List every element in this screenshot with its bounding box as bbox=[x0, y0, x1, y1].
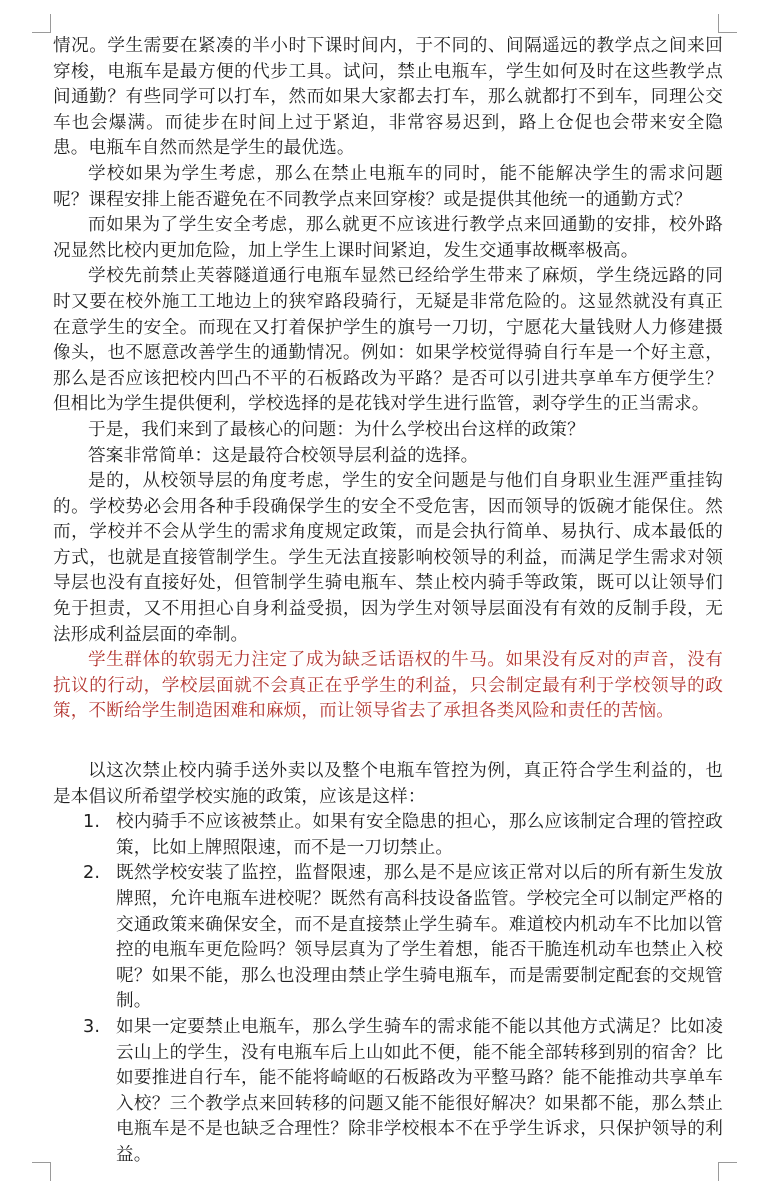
paragraph-core-question: 于是，我们来到了最核心的问题：为什么学校出台这样的政策？ bbox=[88, 419, 585, 440]
paragraph-continued: 情况。学生需要在紧凑的半小时下课时间内，于不同的、间隔遥远的教学点之间来回穿梭，电瓶车是最方便的代步工具。试问，禁止电瓶车，学生如何及时在这些教学点间通勤？有些同学可以打车，然而如果大家都去打车，那么就都打不到车，同理公交车也会爆满。而徒步在时间上过于紧迫，非常容易迟到，路上仓促也会带来安全隐患。电瓶车自然而然是学生的最优选。 bbox=[53, 36, 723, 159]
proposal-list bbox=[53, 810, 723, 1168]
paragraph: 学校先前禁止芙蓉隧道通行电瓶车显然已经给学生带来了麻烦，学生绕远路的同时又要在校外施工工地边上的狭窄路段骑行，无疑是非常危险的。这显然就没有真正在意学生的安全。而现在又打着保护学生的旗号一刀切，宁愿花大量钱财人力修建摄像头，也不愿意改善学生的通勤情况。例如：如果学校觉得骑自行车是一个好主意，那么是否应该把校内凹凸不平的石板路改为平路？是否可以引进共享单车方便学生？但相比为学生提供便利，学校选择的是花钱对学生进行监管，剥夺学生的正当需求。 bbox=[53, 266, 723, 415]
list-item-text: 如果一定要禁止电瓶车，那么学生骑车的需求能不能以其他方式满足？比如凌云山上的学生，没有电瓶车后上山如此不便，能不能全部转移到别的宿舍？比如要推进自行车，能不能将崎岖的石板路改为平整马路？能不能推动共享单车入校？三个教学点来回转移的问题又能不能很好解决？如果都不能，那么禁止电瓶车是不是也缺乏合理性？除非学校根本不在乎学生诉求，只保护领导的利益。 bbox=[116, 1016, 723, 1165]
list-item-text: 校内骑手不应该被禁止。如果有安全隐患的担心，那么应该制定合理的管控政策，比如上牌照限速，而不是一刀切禁止。 bbox=[116, 812, 723, 858]
paragraph-gap bbox=[53, 725, 723, 759]
document-body bbox=[53, 34, 723, 1169]
list-item-number: 3. bbox=[83, 1016, 101, 1037]
crop-mark-top-left bbox=[32, 14, 51, 33]
crop-mark-top-right bbox=[718, 14, 737, 33]
highlighted-paragraph: 学生群体的软弱无力注定了成为缺乏话语权的牛马。如果没有反对的声音，没有抗议的行动，学校层面就不会真正在乎学生的利益，只会制定最有利于学校领导的政策，不断给学生制造困难和麻烦，而让领导省去了承担各类风险和责任的苦恼。 bbox=[53, 650, 723, 722]
intro-paragraph: 以这次禁止校内骑手送外卖以及整个电瓶车管控为例，真正符合学生利益的，也是本倡议所希望学校实施的政策，应该是这样： bbox=[53, 761, 723, 807]
list-item bbox=[53, 861, 723, 1015]
list-item-number: 2. bbox=[83, 863, 101, 884]
list-item bbox=[53, 810, 723, 861]
list-item-text: 既然学校安装了监控，监督限速，那么是不是应该正常对以后的所有新生发放牌照，允许电瓶车进校呢？既然有高科技设备监管。学校完全可以制定严格的交通政策来确保安全，而不是直接禁止学生骑车。难道校内机动车不比加以管控的电瓶车更危险吗？领导层真为了学生着想，能否干脆连机动车也禁止入校呢？如果不能，那么也没理由禁止学生骑电瓶车，而是需要制定配套的交规管制。 bbox=[116, 863, 723, 1012]
list-item-number: 1. bbox=[83, 812, 101, 833]
paragraph: 而如果为了学生安全考虑，那么就更不应该进行教学点来回通勤的安排，校外路况显然比校内更加危险，加上学生上课时间紧迫，发生交通事故概率极高。 bbox=[53, 215, 723, 261]
list-item bbox=[53, 1015, 723, 1169]
paragraph: 是的，从校领导层的角度考虑，学生的安全问题是与他们自身职业生涯严重挂钩的。学校势必会用各种手段确保学生的安全不受危害，因而领导的饭碗才能保住。然而，学校并不会从学生的需求角度规定政策，而是会执行简单、易执行、成本最低的方式，也就是直接管制学生。学生无法直接影响校领导的利益，而满足学生需求对领导层也没有直接好处，但管制学生骑电瓶车、禁止校内骑手等政策，既可以让领导们免于担责，又不用担心自身利益受损，因为学生对领导层面没有有效的反制手段，无法形成利益层面的牵制。 bbox=[53, 471, 723, 645]
paragraph-answer: 答案非常简单：这是最符合校领导层利益的选择。 bbox=[88, 445, 479, 466]
crop-mark-bottom-left bbox=[32, 1162, 51, 1181]
paragraph: 学校如果为学生考虑，那么在禁止电瓶车的同时，能不能解决学生的需求问题呢？课程安排上能否避免在不同教学点来回穿梭？或是提供其他统一的通勤方式？ bbox=[53, 163, 723, 210]
